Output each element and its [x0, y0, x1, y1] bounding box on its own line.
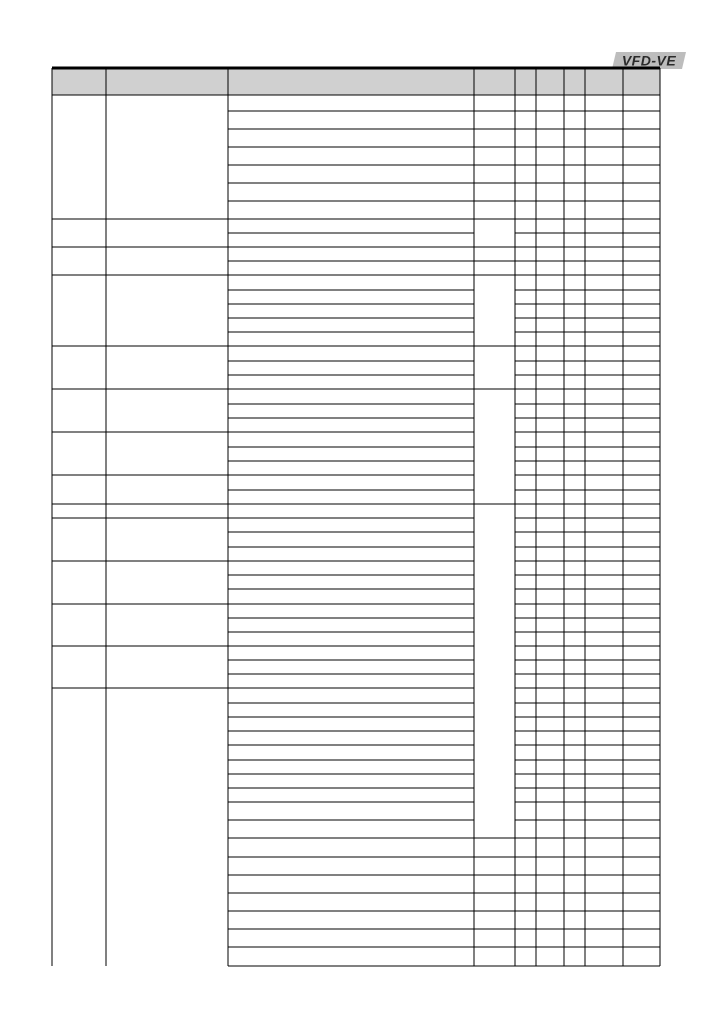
table-grid: [52, 68, 660, 966]
logo-text: VFD-VE: [621, 52, 677, 69]
table-header-row: [52, 68, 660, 95]
